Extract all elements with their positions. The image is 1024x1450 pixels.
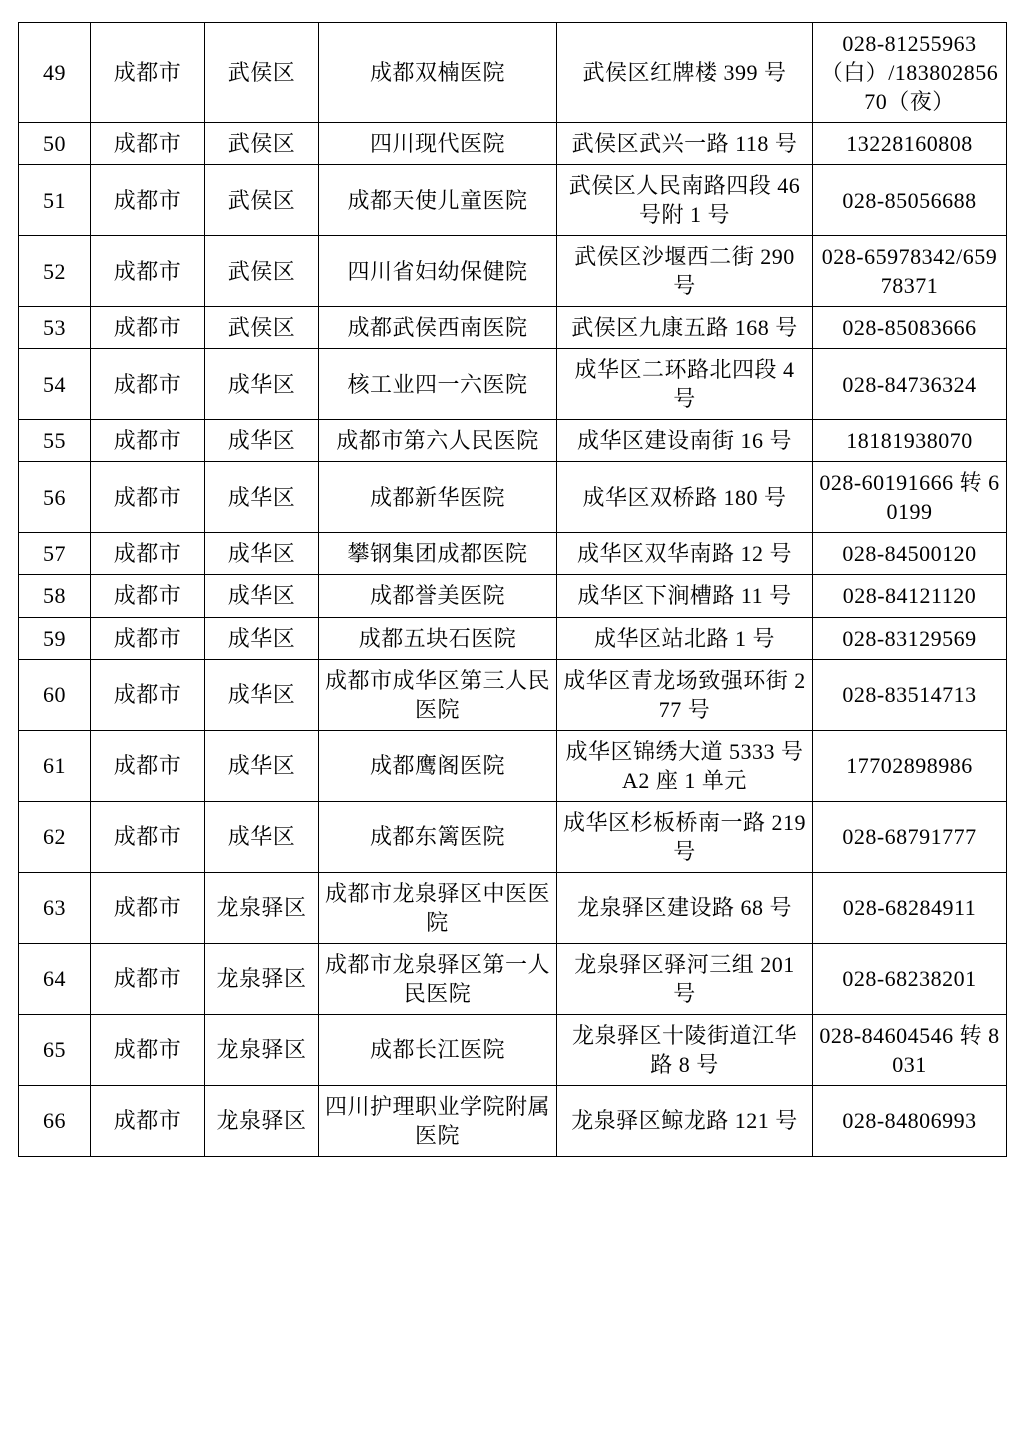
table-row [19,349,1007,420]
table-row [19,165,1007,236]
cell-district: 武侯区 [205,23,319,123]
cell-district: 龙泉驿区 [205,943,319,1014]
cell-index: 61 [19,730,91,801]
cell-address: 成华区双华南路 12 号 [557,533,813,575]
cell-hospital-name: 成都市成华区第三人民医院 [319,659,557,730]
table-row [19,801,1007,872]
cell-city: 成都市 [91,236,205,307]
cell-city: 成都市 [91,23,205,123]
cell-phone: 028-68238201 [813,943,1007,1014]
table-row [19,617,1007,659]
cell-phone: 028-84604546 转 8031 [813,1014,1007,1085]
table-row [19,123,1007,165]
table-row [19,730,1007,801]
cell-district: 武侯区 [205,123,319,165]
cell-hospital-name: 成都五块石医院 [319,617,557,659]
cell-index: 49 [19,23,91,123]
cell-hospital-name: 攀钢集团成都医院 [319,533,557,575]
cell-index: 53 [19,307,91,349]
cell-district: 成华区 [205,659,319,730]
cell-index: 62 [19,801,91,872]
cell-district: 成华区 [205,801,319,872]
cell-district: 成华区 [205,617,319,659]
cell-hospital-name: 成都双楠医院 [319,23,557,123]
cell-index: 56 [19,462,91,533]
cell-index: 64 [19,943,91,1014]
cell-address: 成华区站北路 1 号 [557,617,813,659]
cell-city: 成都市 [91,123,205,165]
cell-district: 成华区 [205,462,319,533]
table-row [19,462,1007,533]
table-row [19,659,1007,730]
cell-phone: 028-84500120 [813,533,1007,575]
cell-hospital-name: 成都市第六人民医院 [319,420,557,462]
cell-phone: 028-84806993 [813,1085,1007,1156]
cell-address: 武侯区红牌楼 399 号 [557,23,813,123]
table-row [19,575,1007,617]
cell-address: 龙泉驿区驿河三组 201 号 [557,943,813,1014]
cell-district: 龙泉驿区 [205,872,319,943]
cell-hospital-name: 成都新华医院 [319,462,557,533]
cell-address: 成华区杉板桥南一路 219 号 [557,801,813,872]
cell-index: 66 [19,1085,91,1156]
cell-phone: 028-83514713 [813,659,1007,730]
cell-district: 成华区 [205,420,319,462]
table-row [19,307,1007,349]
cell-phone: 028-84121120 [813,575,1007,617]
table-row [19,1014,1007,1085]
cell-city: 成都市 [91,659,205,730]
cell-index: 58 [19,575,91,617]
cell-address: 武侯区九康五路 168 号 [557,307,813,349]
cell-address: 成华区下涧槽路 11 号 [557,575,813,617]
table-row [19,1085,1007,1156]
cell-phone: 028-81255963（白）/18380285670（夜） [813,23,1007,123]
table-row [19,236,1007,307]
cell-index: 52 [19,236,91,307]
cell-district: 武侯区 [205,307,319,349]
cell-phone: 028-85056688 [813,165,1007,236]
cell-phone: 028-84736324 [813,349,1007,420]
cell-phone: 13228160808 [813,123,1007,165]
table-row [19,23,1007,123]
cell-district: 龙泉驿区 [205,1014,319,1085]
cell-address: 成华区锦绣大道 5333 号 A2 座 1 单元 [557,730,813,801]
cell-index: 57 [19,533,91,575]
cell-city: 成都市 [91,872,205,943]
cell-city: 成都市 [91,575,205,617]
cell-address: 成华区建设南街 16 号 [557,420,813,462]
cell-phone: 028-83129569 [813,617,1007,659]
cell-hospital-name: 四川现代医院 [319,123,557,165]
cell-city: 成都市 [91,617,205,659]
cell-district: 成华区 [205,349,319,420]
cell-city: 成都市 [91,1014,205,1085]
cell-city: 成都市 [91,462,205,533]
cell-city: 成都市 [91,1085,205,1156]
cell-hospital-name: 成都市龙泉驿区中医医院 [319,872,557,943]
table-row [19,533,1007,575]
cell-city: 成都市 [91,307,205,349]
cell-address: 龙泉驿区建设路 68 号 [557,872,813,943]
cell-index: 65 [19,1014,91,1085]
cell-city: 成都市 [91,801,205,872]
cell-index: 51 [19,165,91,236]
table-row [19,420,1007,462]
cell-address: 武侯区人民南路四段 46 号附 1 号 [557,165,813,236]
cell-address: 武侯区沙堰西二街 290 号 [557,236,813,307]
cell-hospital-name: 成都市龙泉驿区第一人民医院 [319,943,557,1014]
cell-address: 武侯区武兴一路 118 号 [557,123,813,165]
cell-index: 50 [19,123,91,165]
cell-phone: 028-65978342/65978371 [813,236,1007,307]
cell-address: 成华区青龙场致强环街 277 号 [557,659,813,730]
cell-phone: 028-68791777 [813,801,1007,872]
cell-hospital-name: 四川省妇幼保健院 [319,236,557,307]
cell-hospital-name: 成都武侯西南医院 [319,307,557,349]
cell-address: 龙泉驿区十陵街道江华路 8 号 [557,1014,813,1085]
cell-phone: 18181938070 [813,420,1007,462]
cell-city: 成都市 [91,349,205,420]
cell-index: 63 [19,872,91,943]
table-body [19,23,1007,1157]
cell-city: 成都市 [91,533,205,575]
cell-index: 60 [19,659,91,730]
cell-hospital-name: 成都誉美医院 [319,575,557,617]
cell-city: 成都市 [91,165,205,236]
cell-hospital-name: 成都长江医院 [319,1014,557,1085]
cell-hospital-name: 核工业四一六医院 [319,349,557,420]
hospital-list-table [18,22,1007,1157]
table-row [19,872,1007,943]
cell-index: 54 [19,349,91,420]
cell-city: 成都市 [91,943,205,1014]
cell-district: 龙泉驿区 [205,1085,319,1156]
cell-address: 成华区双桥路 180 号 [557,462,813,533]
cell-address: 成华区二环路北四段 4 号 [557,349,813,420]
cell-hospital-name: 成都东篱医院 [319,801,557,872]
cell-hospital-name: 四川护理职业学院附属医院 [319,1085,557,1156]
cell-hospital-name: 成都鹰阁医院 [319,730,557,801]
cell-city: 成都市 [91,730,205,801]
cell-address: 龙泉驿区鲸龙路 121 号 [557,1085,813,1156]
table-row [19,943,1007,1014]
cell-hospital-name: 成都天使儿童医院 [319,165,557,236]
cell-phone: 028-85083666 [813,307,1007,349]
cell-district: 成华区 [205,730,319,801]
cell-district: 武侯区 [205,165,319,236]
cell-phone: 028-60191666 转 60199 [813,462,1007,533]
cell-district: 成华区 [205,533,319,575]
cell-index: 59 [19,617,91,659]
cell-district: 成华区 [205,575,319,617]
cell-phone: 028-68284911 [813,872,1007,943]
cell-index: 55 [19,420,91,462]
cell-phone: 17702898986 [813,730,1007,801]
cell-city: 成都市 [91,420,205,462]
cell-district: 武侯区 [205,236,319,307]
